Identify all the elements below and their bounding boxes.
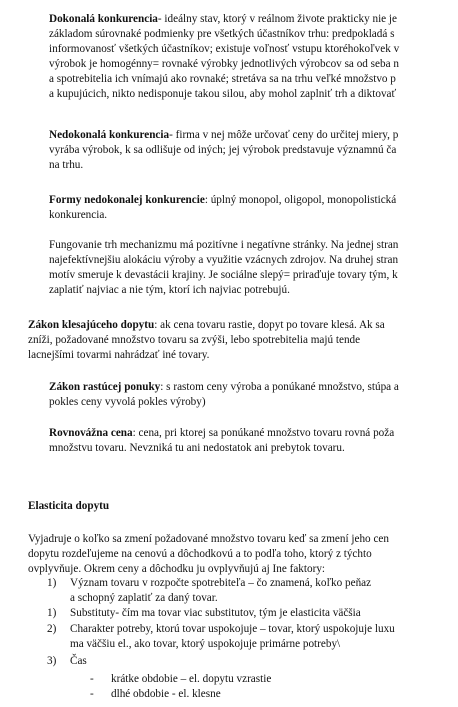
paragraph-equilibrium-price: Rovnovážna cena: cena, pri ktorej sa ponúkané množstvo tovaru rovná poža množstvu tovaru. Nevzniká tu ani nedostatok ani prebytok tovaru. <box>49 427 395 454</box>
term: Dokonalá konkurencia <box>49 13 158 25</box>
term: Formy nedokonalej konkurencie <box>49 194 205 206</box>
paragraph-law-of-demand: Zákon klesajúceho dopytu: ak cena tovaru rastie, dopyt po tovare klesá. Ak sa zníži, požadované množstvo tovaru sa zvýši, lebo spotrebitelia majú tende lacnejšími tovarmi nahrádzať iné tovary. <box>28 319 385 361</box>
sublist-item: - krátke obdobie – el. dopytu vzrastie <box>90 673 272 685</box>
list-item: 3) Čas <box>47 655 87 667</box>
paragraph-perfect-competition: Dokonalá konkurencia- ideálny stav, ktorý v reálnom živote prakticky nie je základom súrovnaké podmienky pre všetkých účastníkov trhu: predpokladá s informovanosť všetkých účastníkov; existuje voľnosť vstupu ktoréhokoľvek v výrobok je homogénny= rovnaké výrobky jednotlivých výrobcov sa od seba n a spotrebitelia ich vnímajú ako rovnaké; stretáva sa na trhu veľké množstvo p a kupujúcich, nikto nedisponuje takou silou, aby mohol zaplniť trh a diktovať <box>49 13 400 100</box>
list-item: 1) Substituty- čím ma tovar viac substitutov, tým je elasticita väčšia <box>47 607 361 619</box>
list-item: 1) Význam tovaru v rozpočte spotrebiteľa – čo znamená, koľko peňaz a schopný zaplatiť za daný tovar. <box>47 577 372 604</box>
paragraph-law-of-supply: Zákon rastúcej ponuky: s rastom ceny výroba a ponúkané množstvo, stúpa a pokles ceny vyvolá pokles výroby) <box>49 381 399 408</box>
term: Nedokonalá konkurencia <box>49 129 170 141</box>
term: Rovnovážna cena <box>49 427 133 439</box>
paragraph-market-mechanism: Fungovanie trh mechanizmu má pozitívne i negatívne stránky. Na jednej stran najefektívnejšiu alokáciu výroby a využitie vzácnych zdrojov. Na druhej stran motív smeruje k devastácii krajiny. Je sociálne slepý= priraďuje tovary tým, k zaplatiť najviac a nie tým, ktorí ich najviac potrebujú. <box>49 239 399 296</box>
term: Zákon klesajúceho dopytu <box>28 319 155 331</box>
sublist-item: - dlhé obdobie - el. klesne <box>90 688 221 700</box>
term: Zákon rastúcej ponuky <box>49 381 161 393</box>
list-item: 2) Charakter potreby, ktorú tovar uspokojuje – tovar, ktorý uspokojuje luxu ma väčšiu el., ako tovar, ktorý uspokojuje primárne potreby\ <box>47 623 395 650</box>
paragraph-imperfect-competition: Nedokonalá konkurencia- firma v nej môže určovať ceny do určitej miery, p vyrába výrobok, k sa odlišuje od iných; jej výrobok predstavuje významnú ča na trhu. <box>49 129 399 171</box>
section-heading: Elasticita dopytu <box>28 500 110 512</box>
paragraph-forms: Formy nedokonalej konkurencie: úplný monopol, oligopol, monopolistická konkurencia. <box>49 194 397 221</box>
paragraph-elasticity-intro: Vyjadruje o koľko sa zmení požadované množstvo tovaru keď sa zmení jeho cen dopytu rozdeľujeme na cenovú a dôchodkovú a to podľa toho, ktorý z týchto ovplyvňuje. Okrem ceny a dôchodku ju ovplyvňujú aj Ine faktory: <box>28 533 389 575</box>
